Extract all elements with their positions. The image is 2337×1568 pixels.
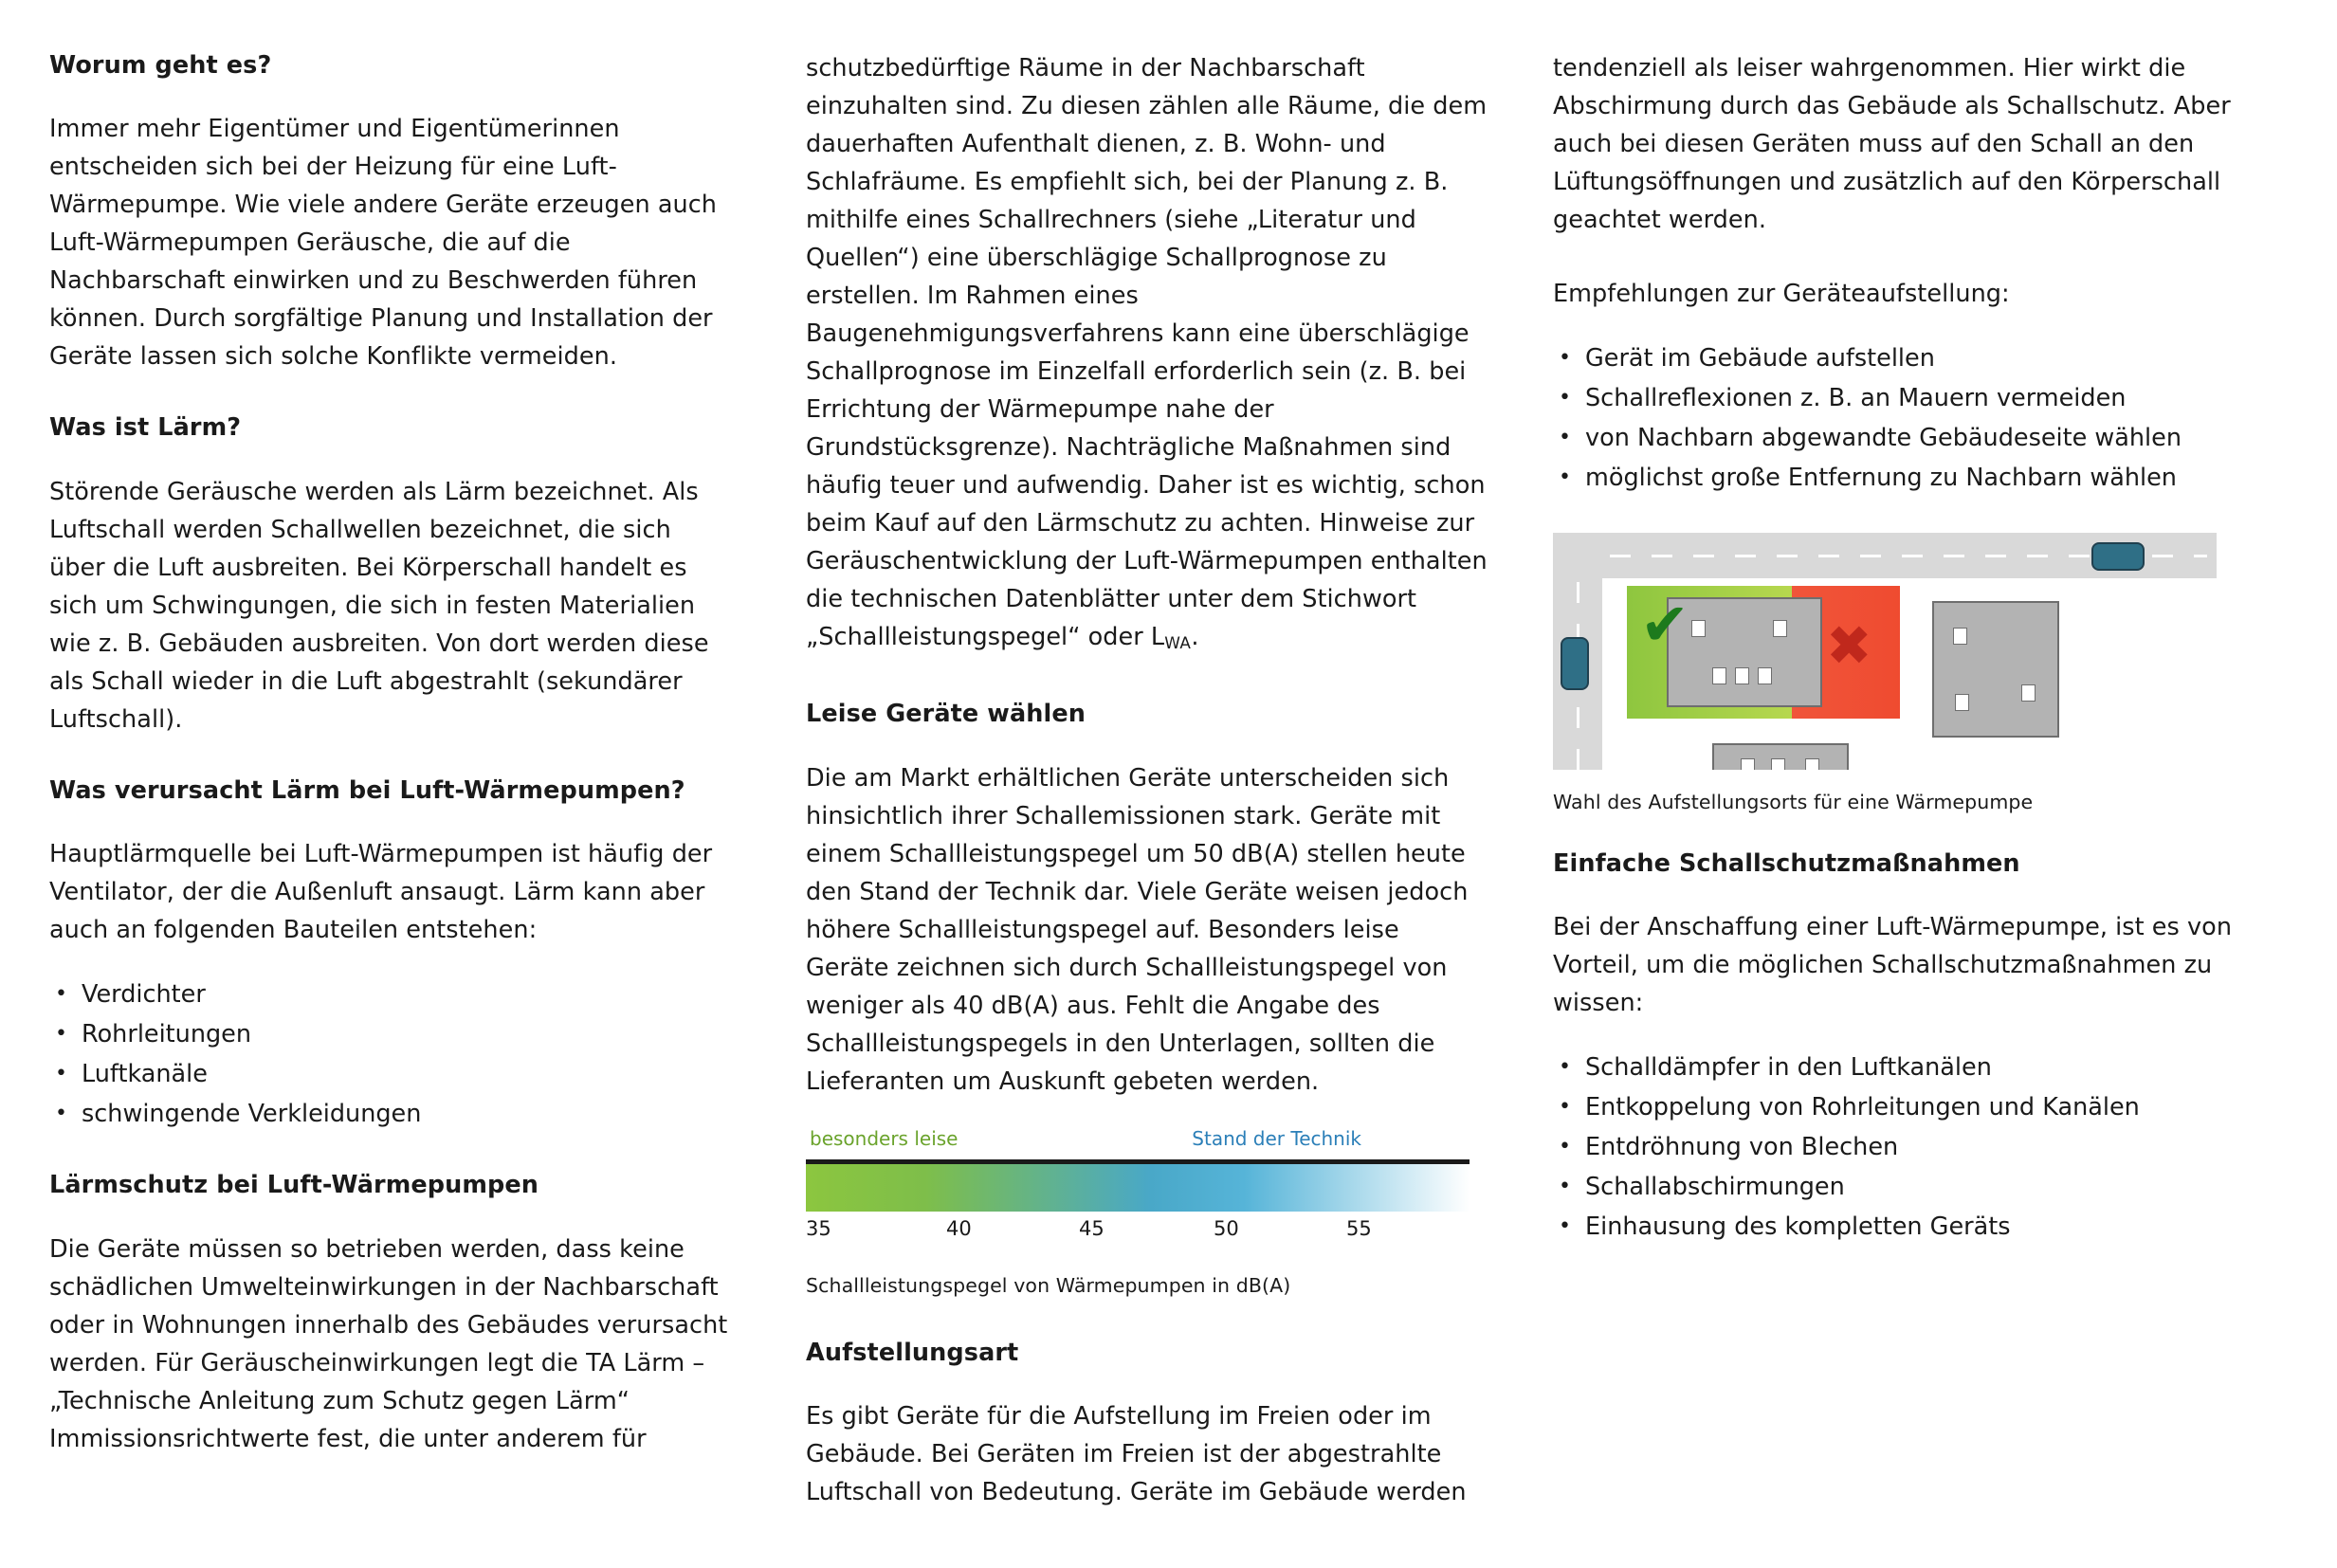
scale-tick-labels — [806, 1217, 1470, 1244]
scale-label-quiet: besonders leise — [810, 1126, 959, 1150]
list-schallschutzmassnahmen — [1553, 1048, 2245, 1246]
paragraph-abschirmung: tendenziell als leiser wahrgenommen. Hier wirkt die Abschirmung durch das Gebäude als Schallschutz. Aber auch bei diesen Geräten muss auf den Schall an den Lüftungsöffnungen und zusätzlich auf den Körperschall geachtet werden. — [1553, 54, 2231, 234]
figure-caption: Wahl des Aufstellungsorts für eine Wärmepumpe — [1553, 791, 2034, 813]
tick-label: 35 — [806, 1216, 831, 1240]
paragraph-laerm-definition: Störende Geräusche werden als Lärm bezeichnet. Als Luftschall werden Schallwellen bezeichnet, die sich über die Luft ausbreiten. Bei Körperschall handelt es sich um Schwingungen, die sich in festen Materialien wie z. B. Gebäuden ausbreiten. Von dort werden diese als Schall wieder in die Luft abgestrahlt (sekundärer Luftschall). — [49, 477, 709, 734]
tick-label: 55 — [1346, 1216, 1372, 1240]
list-item: • Einhausung des kompletten Geräts — [1553, 1208, 2245, 1246]
list-item: • möglichst große Entfernung zu Nachbarn wählen — [1553, 459, 2245, 497]
list-bauteile — [49, 975, 732, 1133]
paragraph-text-main: schutzbedürftige Räume in der Nachbarschaft einzuhalten sind. Zu diesen zählen alle Räume, die dem dauerhaften Aufenthalt dienen, z. B. Wohn- und Schlafräume. Es empfiehlt sich, bei der Planung z. B. mithilfe eines Schallrechners (siehe „Literatur und Quellen“) eine überschlägige Schallprognose zu erstellen. Im Rahmen eines Baugenehmigungsverfahrens kann eine überschlägige Schallprognose im Einzelfall erforderlich sein (z. B. bei Errichtung der Wärmepumpe nahe der Grundstücksgrenze). Nachträgliche Maßnahmen sind häufig teuer und aufwendig. Daher ist es wichtig, schon beim Kauf auf den Lärmschutz zu achten. Hinweise zur Geräuschentwicklung der Luft-Wärmepumpen enthalten die technischen Datenblätter unter dem Stichwort „Schallleistungspegel“ oder L — [806, 54, 1488, 651]
building-neighbour-right — [1932, 601, 2059, 738]
list-item: • Rohrleitungen — [49, 1015, 732, 1053]
building-neighbour-bottom — [1712, 743, 1849, 770]
scale-labels — [806, 1127, 1488, 1150]
paragraph-laermquelle: Hauptlärmquelle bei Luft-Wärmepumpen ist häufig der Ventilator, der die Außenluft ansaugt. Lärm kann aber auch an folgenden Bauteilen entstehen: — [49, 840, 713, 945]
list-empfehlungen — [1553, 339, 2245, 497]
scale-bar — [806, 1159, 1470, 1244]
three-column-layout — [49, 49, 2280, 1547]
window-icon — [1953, 628, 1967, 645]
heading-leise-geraete-waehlen: Leise Geräte wählen — [806, 700, 1086, 729]
list-item: • Luftkanäle — [49, 1055, 732, 1093]
paragraph-schallemissionen: Die am Markt erhältlichen Geräte unterscheiden sich hinsichtlich ihrer Schallemissionen stark. Geräte mit einem Schallleistungspegel um 50 dB(A) stellen heute den Stand der Technik dar. Viele Geräte weisen jedoch höhere Schallleistungspegel auf. Besonders leise Geräte zeichnen sich durch Schallleistungspegel von weniger als 40 dB(A) aus. Fehlt die Angabe des Schallleistungspegels in den Unterlagen, sollten die Lieferanten um Auskunft gebeten werden. — [806, 763, 1469, 1096]
window-icon — [1805, 758, 1819, 770]
list-item: • Schalldämpfer in den Luftkanälen — [1553, 1048, 2245, 1086]
column-one — [49, 49, 760, 1494]
subscript-wa: WA — [1164, 633, 1192, 653]
heading-einfache-schallschutzmassnahmen: Einfache Schallschutzmaßnahmen — [1553, 849, 2020, 878]
paragraph-aufstellungsart: Es gibt Geräte für die Aufstellung im Freien oder im Gebäude. Bei Geräten im Freien ist der abgestrahlte Luftschall von Bedeutung. Geräte im Gebäude werden — [806, 1402, 1467, 1507]
check-icon: ✔ — [1640, 590, 1689, 659]
heading-aufstellungsart: Aufstellungsart — [806, 1338, 1019, 1367]
window-icon — [1712, 667, 1726, 684]
building-main — [1667, 597, 1822, 707]
window-icon — [1773, 620, 1787, 637]
tick-label: 50 — [1214, 1216, 1239, 1240]
paragraph-empfehlungen-intro: Empfehlungen zur Geräteaufstellung: — [1553, 280, 2010, 308]
scale-gradient-bar — [806, 1164, 1470, 1212]
window-icon — [1735, 667, 1749, 684]
column-two — [806, 49, 1507, 1547]
heading-laermschutz: Lärmschutz bei Luft-Wärmepumpen — [49, 1171, 539, 1200]
scale-label-standard: Stand der Technik — [1192, 1126, 1361, 1150]
scale-caption: Schallleistungspegel von Wärmepumpen in dB(A) — [806, 1273, 1291, 1297]
paragraph-anschaffung: Bei der Anschaffung einer Luft-Wärmepumpe, ist es von Vorteil, um die möglichen Schallschutzmaßnahmen zu wissen: — [1553, 913, 2233, 1018]
paragraph-intro: Immer mehr Eigentümer und Eigentümerinnen entscheiden sich bei der Heizung für eine Luft-Wärmepumpe. Wie viele andere Geräte erzeugen auch Luft-Wärmepumpen Geräusche, die auf die Nachbarschaft einwirken und zu Beschwerden führen können. Durch sorgfältige Planung und Installation der Geräte lassen sich solche Konflikte vermeiden. — [49, 115, 718, 372]
list-item: • Gerät im Gebäude aufstellen — [1553, 339, 2245, 377]
heading-was-ist-laerm: Was ist Lärm? — [49, 413, 242, 443]
site-plan-figure — [1553, 533, 2217, 770]
list-item: • Entdröhnung von Blechen — [1553, 1128, 2245, 1166]
list-item: • Entkoppelung von Rohrleitungen und Kanälen — [1553, 1088, 2245, 1126]
window-icon — [1741, 758, 1755, 770]
list-item: • Verdichter — [49, 975, 732, 1013]
window-icon — [1691, 620, 1706, 637]
heading-worum-geht-es: Worum geht es? — [49, 51, 272, 80]
car-icon — [1561, 637, 1589, 690]
list-item: • schwingende Verkleidungen — [49, 1095, 732, 1133]
paragraph-laermschutz: Die Geräte müssen so betrieben werden, dass keine schädlichen Umwelteinwirkungen in der Nachbarschaft oder in Wohnungen innerhalb des Gebäudes verursacht werden. Für Geräuscheinwirkungen legt die TA Lärm – „Technische Anleitung zum Schutz gegen Lärm“ Immissionsrichtwerte fest, die unter anderem für — [49, 1234, 728, 1453]
column-three — [1553, 49, 2245, 1282]
window-icon — [2021, 684, 2036, 702]
window-icon — [1771, 758, 1785, 770]
paragraph-text-end: . — [1191, 623, 1199, 651]
tick-label: 45 — [1079, 1216, 1105, 1240]
list-item: • Schallreflexionen z. B. an Mauern vermeiden — [1553, 379, 2245, 417]
sound-level-scale-figure — [806, 1127, 1488, 1297]
list-item: • Schallabschirmungen — [1553, 1168, 2245, 1206]
tick-label: 40 — [946, 1216, 972, 1240]
car-icon — [2091, 542, 2145, 571]
window-icon — [1955, 694, 1969, 711]
list-item: • von Nachbarn abgewandte Gebäudeseite wählen — [1553, 419, 2245, 457]
window-icon — [1758, 667, 1772, 684]
heading-was-verursacht-laerm: Was verursacht Lärm bei Luft-Wärmepumpen? — [49, 775, 685, 805]
cross-icon: ✖ — [1826, 613, 1872, 678]
paragraph-schutzbeduerftige-raeume — [806, 49, 1488, 662]
